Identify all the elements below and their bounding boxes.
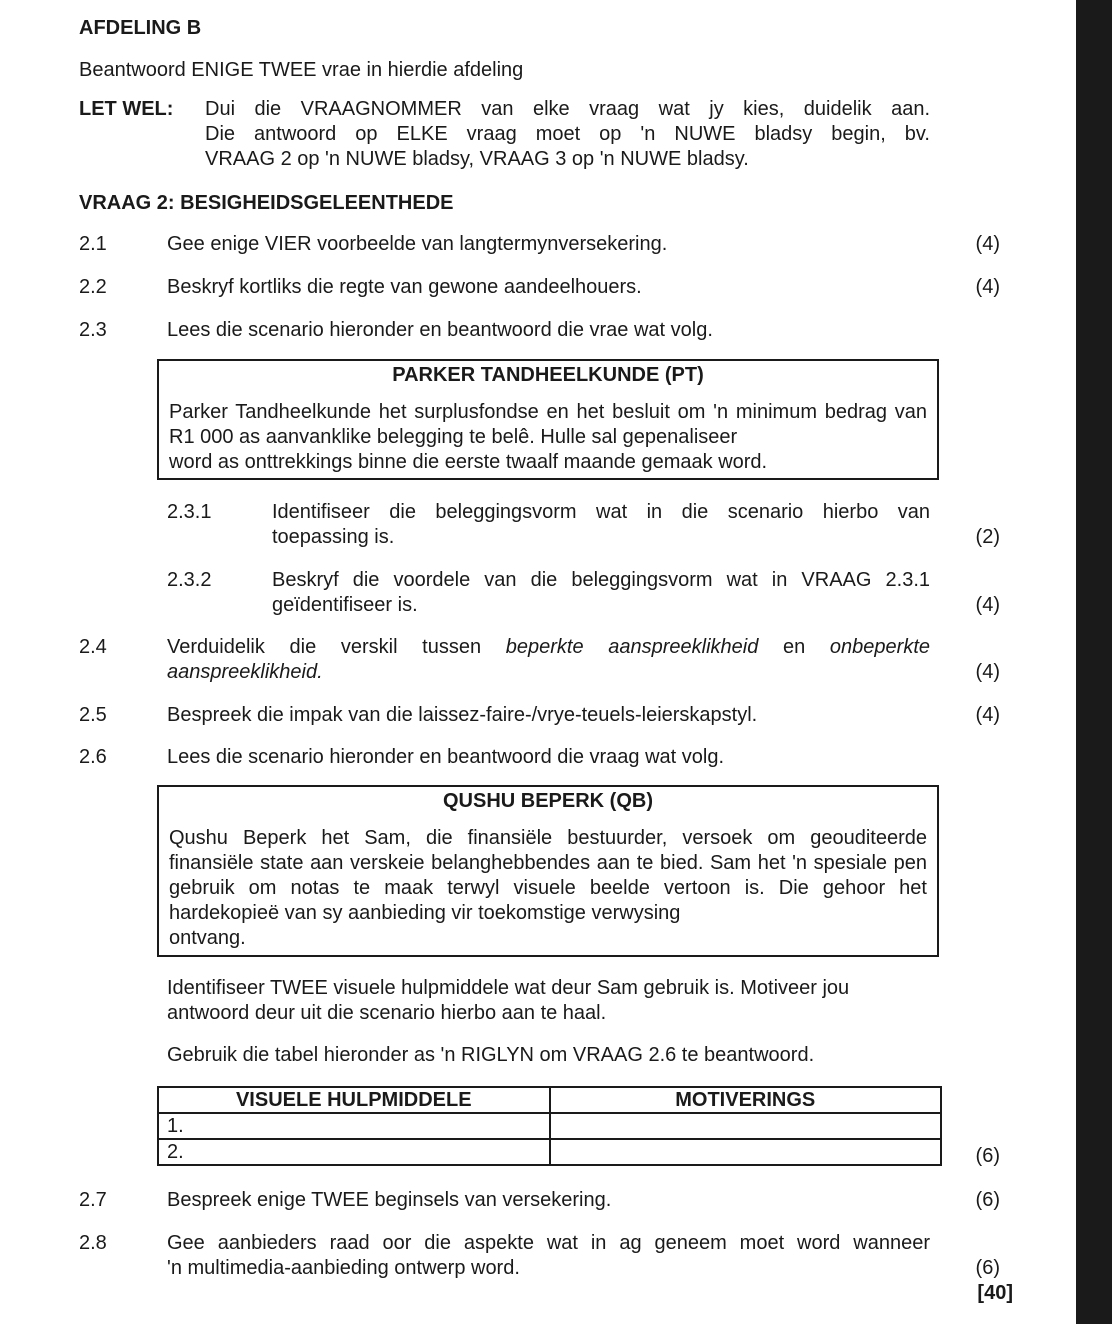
scenario-text-qushu-last: ontvang. bbox=[169, 927, 246, 949]
q2-6-task-line-2: antwoord deur uit die scenario hierbo aan te haal. bbox=[167, 1002, 607, 1024]
q2-3-2-number: 2.3.2 bbox=[167, 569, 212, 591]
q2-6-guide: Gebruik die tabel hieronder as 'n RIGLYN om VRAAG 2.6 te beantwoord. bbox=[167, 1044, 815, 1066]
note-line-3: VRAAG 2 op 'n NUWE bladsy, VRAAG 3 op 'n NUWE bladsy. bbox=[205, 148, 749, 170]
scenario-title-parker: PARKER TANDHEELKUNDE (PT) bbox=[392, 364, 704, 386]
q2-5-text: Bespreek die impak van die laissez-faire-/vrye-teuels-leierskapstyl. bbox=[167, 704, 758, 726]
q2-3-2-marks: (4) bbox=[975, 594, 1000, 616]
q2-2-number: 2.2 bbox=[79, 276, 107, 298]
scenario-text-qushu bbox=[169, 826, 927, 951]
q2-1-marks: (4) bbox=[975, 233, 1000, 255]
scenario-text-parker-main: Parker Tandheelkunde het surplusfondse en het besluit om 'n minimum bedrag van R1 000 as aanvanklike belegging te belê. Hulle sal gepenaliseer bbox=[169, 401, 927, 448]
q2-3-text: Lees die scenario hieronder en beantwoord die vrae wat volg. bbox=[167, 319, 713, 341]
q2-4-line-2: aanspreeklikheid. bbox=[167, 661, 323, 683]
q2-6-marks: (6) bbox=[975, 1145, 1000, 1167]
q2-6-task-line-1: Identifiseer TWEE visuele hulpmiddele wat deur Sam gebruik is. Motiveer jou bbox=[167, 977, 850, 999]
note-line-1: Dui die VRAAGNOMMER van elke vraag wat jy kies, duidelik aan. bbox=[205, 98, 930, 120]
q2-8-number: 2.8 bbox=[79, 1232, 107, 1254]
table-header-row bbox=[158, 1087, 941, 1113]
q2-2-text: Beskryf kortliks die regte van gewone aandeelhouers. bbox=[167, 276, 642, 298]
scenario-box-parker bbox=[157, 359, 939, 480]
table-cell: 2. bbox=[158, 1139, 550, 1165]
q2-4-term-limited: beperkte aanspreeklikheid bbox=[505, 636, 759, 658]
q2-4-text-part1: Verduidelik die verskil tussen bbox=[167, 636, 506, 658]
q2-3-1-number: 2.3.1 bbox=[167, 501, 212, 523]
q2-1-text: Gee enige VIER voorbeelde van langtermynversekering. bbox=[167, 233, 668, 255]
scenario-box-qushu bbox=[157, 785, 939, 957]
q2-3-2-line-1: Beskryf die voordele van die beleggingsvorm wat in VRAAG 2.3.1 bbox=[272, 569, 930, 591]
question-title: VRAAG 2: BESIGHEIDSGELEENTHEDE bbox=[79, 192, 454, 214]
instruction: Beantwoord ENIGE TWEE vrae in hierdie afdeling bbox=[79, 59, 524, 81]
q2-5-marks: (4) bbox=[975, 704, 1000, 726]
q2-8-line-2: 'n multimedia-aanbieding ontwerp word. bbox=[167, 1257, 520, 1279]
note-label: LET WEL: bbox=[79, 98, 174, 120]
table-cell: 1. bbox=[158, 1113, 550, 1139]
q2-8-line-1: Gee aanbieders raad oor die aspekte wat in ag geneem moet word wanneer bbox=[167, 1232, 930, 1254]
table-row bbox=[158, 1113, 941, 1139]
q2-4-text-part2: en bbox=[758, 636, 830, 658]
total-marks: [40] bbox=[977, 1282, 1013, 1304]
answer-table bbox=[157, 1086, 942, 1166]
q2-4-term-unlimited: onbeperkte bbox=[829, 636, 930, 658]
section-title: AFDELING B bbox=[79, 17, 202, 39]
q2-1-number: 2.1 bbox=[79, 233, 107, 255]
q2-2-marks: (4) bbox=[975, 276, 1000, 298]
table-cell bbox=[550, 1113, 942, 1139]
table-header-motivations: MOTIVERINGS bbox=[550, 1087, 942, 1113]
q2-4-number: 2.4 bbox=[79, 636, 107, 658]
scenario-title-qushu: QUSHU BEPERK (QB) bbox=[442, 790, 653, 812]
q2-7-number: 2.7 bbox=[79, 1189, 107, 1211]
table-row bbox=[158, 1139, 941, 1165]
q2-7-marks: (6) bbox=[975, 1189, 1000, 1211]
q2-5-number: 2.5 bbox=[79, 704, 107, 726]
q2-8-marks: (6) bbox=[975, 1257, 1000, 1279]
table-cell bbox=[550, 1139, 942, 1165]
q2-3-2-line-2: geïdentifiseer is. bbox=[272, 594, 418, 616]
q2-3-1-marks: (2) bbox=[975, 526, 1000, 548]
right-edge-bar bbox=[1076, 0, 1112, 1324]
table-header-visual-aids: VISUELE HULPMIDDELE bbox=[158, 1087, 550, 1113]
q2-3-1-line-2: toepassing is. bbox=[272, 526, 395, 548]
q2-3-1-line-1: Identifiseer die beleggingsvorm wat in die scenario hierbo van bbox=[272, 501, 930, 523]
q2-6-text: Lees die scenario hieronder en beantwoord die vraag wat volg. bbox=[167, 746, 725, 768]
q2-4-marks: (4) bbox=[975, 661, 1000, 683]
q2-6-number: 2.6 bbox=[79, 746, 107, 768]
scenario-text-parker-last: word as onttrekkings binne die eerste twaalf maande gemaak word. bbox=[169, 451, 768, 473]
scenario-text-qushu-main: Qushu Beperk het Sam, die finansiële bestuurder, versoek om geouditeerde finansiële state aan verskeie belanghebbendes aan te bied. Sam het 'n spesiale pen gebruik om notas te maak terwyl visuele beelde vertoon is. Die gehoor het hardekopieë van sy aanbieding vir toekomstige verwysing bbox=[169, 827, 927, 924]
q2-4-line-1 bbox=[167, 635, 930, 660]
scenario-text-parker bbox=[169, 400, 927, 475]
note-line-2: Die antwoord op ELKE vraag moet op 'n NUWE bladsy begin, bv. bbox=[205, 123, 930, 145]
q2-7-text: Bespreek enige TWEE beginsels van versekering. bbox=[167, 1189, 612, 1211]
q2-3-number: 2.3 bbox=[79, 319, 107, 341]
